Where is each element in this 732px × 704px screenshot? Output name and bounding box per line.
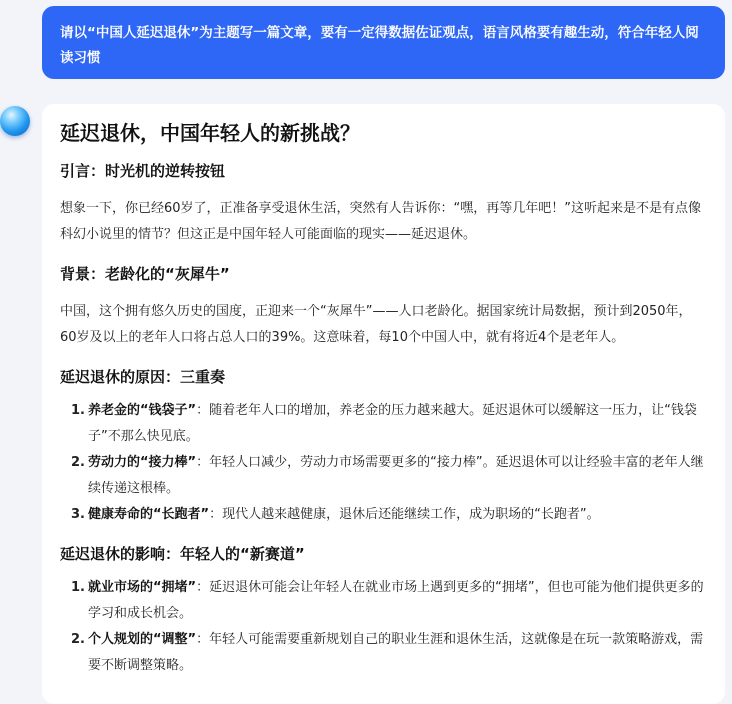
section-heading-background: 背景：老龄化的“灰犀牛”	[60, 265, 230, 283]
section-heading-reasons: 延迟退休的原因：三重奏	[60, 368, 226, 386]
user-message-bubble	[42, 6, 725, 79]
section-paragraph-background: 中国，这个拥有悠久历史的国度，正迎来一个“灰犀牛”——人口老龄化。据国家统计局数据，预计到2050年，60岁及以上的老年人口将占总人口的39%。这意味着，每10个中国人中，就有将近4个是老年人。	[60, 304, 692, 345]
section-paragraph-intro: 想象一下，你已经60岁了，正准备享受退休生活，突然有人告诉你：“嘿，再等几年吧！”这听起来是不是有点像科幻小说里的情节？但这正是中国年轻人可能面临的现实——延迟退休。	[60, 201, 702, 242]
reasons-list	[60, 398, 707, 528]
impact-list	[60, 575, 707, 679]
list-item-bold-label: 劳动力的“接力棒”	[88, 455, 197, 470]
list-item-bold-label: 养老金的“钱袋子”	[88, 403, 197, 418]
list-item-number: 1.	[71, 403, 85, 418]
list-item-bold-label: 健康寿命的“长跑者”	[88, 507, 210, 522]
list-item-text: ：现代人越来越健康，退休后还能继续工作，成为职场的“长跑者”。	[209, 507, 600, 522]
list-item	[60, 575, 707, 627]
section-heading-intro: 引言：时光机的逆转按钮	[60, 162, 226, 180]
list-item-number: 2.	[71, 455, 85, 470]
list-item-number: 2.	[71, 632, 85, 647]
assistant-avatar-icon	[0, 106, 30, 136]
article-title: 延迟退休，中国年轻人的新挑战？	[60, 121, 360, 145]
list-item	[60, 627, 707, 679]
list-item-text: ：随着老年人口的增加，养老金的压力越来越大。延迟退休可以缓解这一压力，让“钱袋子”不那么快见底。	[88, 403, 697, 444]
list-item	[60, 398, 707, 450]
list-item-text: ：延迟退休可能会让年轻人在就业市场上遇到更多的“拥堵”，但也可能为他们提供更多的学习和成长机会。	[88, 580, 704, 621]
list-item-bold-label: 个人规划的“调整”	[88, 632, 197, 647]
section-heading-impact: 延迟退休的影响：年轻人的“新赛道”	[60, 545, 305, 563]
assistant-response-card	[42, 104, 725, 704]
list-item-bold-label: 就业市场的“拥堵”	[88, 580, 197, 595]
list-item-number: 1.	[71, 580, 85, 595]
list-item-number: 3.	[71, 507, 85, 522]
list-item	[60, 450, 707, 502]
user-message-text: 请以“中国人延迟退休”为主题写一篇文章，要有一定得数据佐证观点，语言风格要有趣生动，符合年轻人阅读习惯	[60, 25, 699, 66]
list-item-text: ：年轻人可能需要重新规划自己的职业生涯和退休生活，这就像是在玩一款策略游戏，需要不断调整策略。	[88, 632, 704, 673]
list-item-text: ：年轻人口减少，劳动力市场需要更多的“接力棒”。延迟退休可以让经验丰富的老年人继续传递这根棒。	[88, 455, 704, 496]
list-item	[60, 502, 707, 528]
